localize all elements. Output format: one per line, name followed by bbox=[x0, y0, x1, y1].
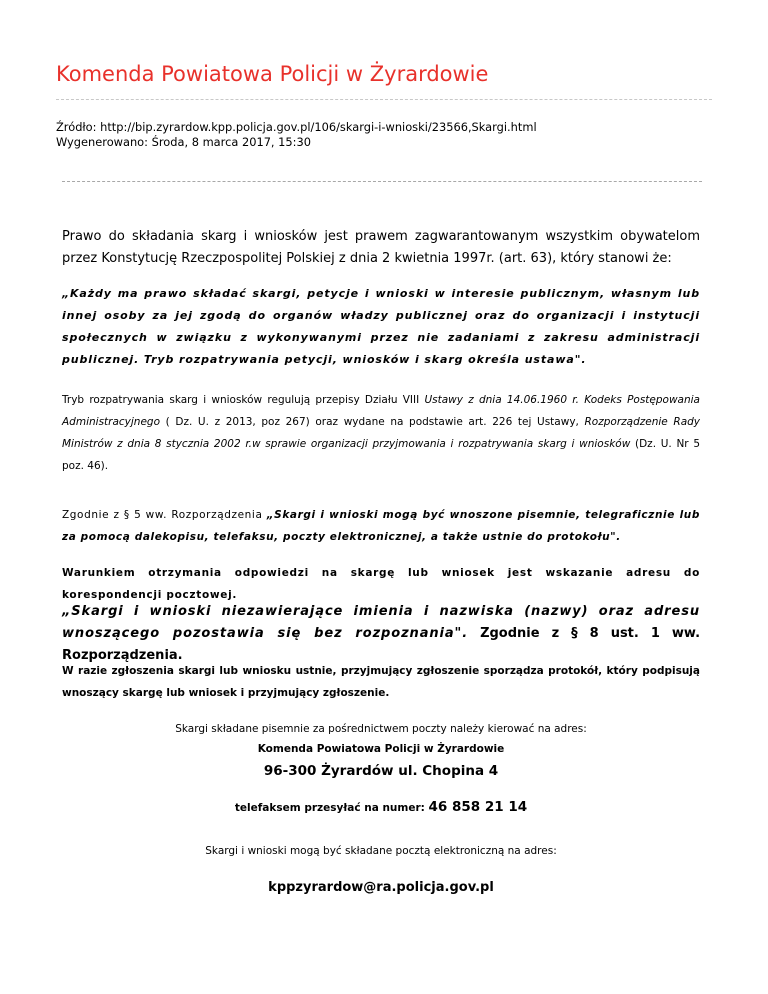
office-name: Komenda Powiatowa Policji w Żyrardowie bbox=[257, 743, 505, 755]
meta-divider bbox=[62, 181, 702, 182]
paragraph-oral-submission: W razie zgłoszenia skargi lub wniosku ustnie, przyjmujący zgłoszenie sporządza protokół, który podpisują wnoszący skargę lub wniosek i przyjmujący zgłoszenie. bbox=[62, 665, 700, 699]
paragraph-quote-constitution: „Każdy ma prawo składać skargi, petycje i wnioski w interesie publicznym, własnym lub innej osoby za jej zgodą do organów władzy publicznej oraz do organizacji i instytucji społecznych w związku z wykonywanymi przez nie zadaniami z zakresu administracji publicznej. Tryb rozpatrywania petycji, wniosków i skarg określa ustawa". bbox=[62, 287, 700, 366]
legal-basis-act: Ustawy z dnia 14.06.1960 r. Kodeks Postępowania Administracyjnego bbox=[62, 394, 700, 428]
generated-line bbox=[56, 135, 537, 150]
paragraph-anonymous bbox=[62, 601, 700, 667]
header-divider bbox=[56, 99, 712, 100]
source-line bbox=[56, 120, 537, 135]
paragraph-address-requirement: Warunkiem otrzymania odpowiedzi na skargę lub wniosek jest wskazanie adresu do korespondencji pocztowej. bbox=[62, 567, 700, 601]
office-address: 96-300 Żyrardów ul. Chopina 4 bbox=[263, 763, 499, 779]
fax-label: telefaksem przesyłać na numer: bbox=[234, 802, 429, 814]
submission-intro: Zgodnie z § 5 ww. Rozporządzenia bbox=[62, 509, 267, 521]
anonymous-reference: Zgodnie z § 8 ust. 1 ww. Rozporządzenia. bbox=[62, 626, 701, 663]
page-title: Komenda Powiatowa Policji w Żyrardowie bbox=[56, 62, 489, 86]
email-address: kppzyrardow@ra.policja.gov.pl bbox=[268, 880, 494, 895]
paragraph-legal-basis bbox=[62, 389, 700, 477]
legal-basis-text-3: (Dz. U. Nr 5 poz. 46). bbox=[62, 438, 700, 472]
mail-intro: Skargi składane pisemnie za pośrednictwem poczty należy kierować na adres: bbox=[175, 723, 587, 735]
email-intro: Skargi i wnioski mogą być składane pocztą elektroniczną na adres: bbox=[205, 845, 557, 857]
legal-basis-text-2: ( Dz. U. z 2013, poz 267) oraz wydane na podstawie art. 226 tej Ustawy, bbox=[160, 416, 585, 428]
legal-basis-regulation: Rozporządzenie Rady Ministrów z dnia 8 stycznia 2002 r.w sprawie organizacji przyjmowania i rozpatrywania skarg i wniosków bbox=[62, 416, 701, 450]
generated-label: Wygenerowano: bbox=[56, 135, 152, 149]
source-url: http://bip.zyrardow.kpp.policja.gov.pl/106/skargi-i-wnioski/23566,Skargi.html bbox=[100, 120, 537, 134]
anonymous-quote: „Skargi i wnioski niezawierające imienia i nazwiska (nazwy) oraz adresu wnoszącego pozostawia się bez rozpoznania". bbox=[62, 604, 700, 641]
fax-number: 46 858 21 14 bbox=[428, 799, 528, 815]
submission-quote: „Skargi i wnioski mogą być wnoszone pisemnie, telegraficznie lub za pomocą dalekopisu, telefaksu, poczty elektronicznej, a także ustnie do protokołu". bbox=[62, 509, 700, 543]
legal-basis-text-1: Tryb rozpatrywania skarg i wniosków regulują przepisy Działu VIII bbox=[62, 394, 425, 406]
generated-date: Środa, 8 marca 2017, 15:30 bbox=[151, 135, 312, 149]
paragraph-constitution: Prawo do składania skarg i wniosków jest prawem zagwarantowanym wszystkim obywatelom przez Konstytucję Rzeczpospolitej Polskiej z dnia 2 kwietnia 1997r. (art. 63), który stanowi że: bbox=[62, 229, 700, 266]
document-meta bbox=[56, 120, 537, 150]
source-label: Źródło: bbox=[56, 120, 101, 134]
fax-line bbox=[62, 799, 700, 815]
paragraph-submission-methods bbox=[62, 504, 700, 548]
